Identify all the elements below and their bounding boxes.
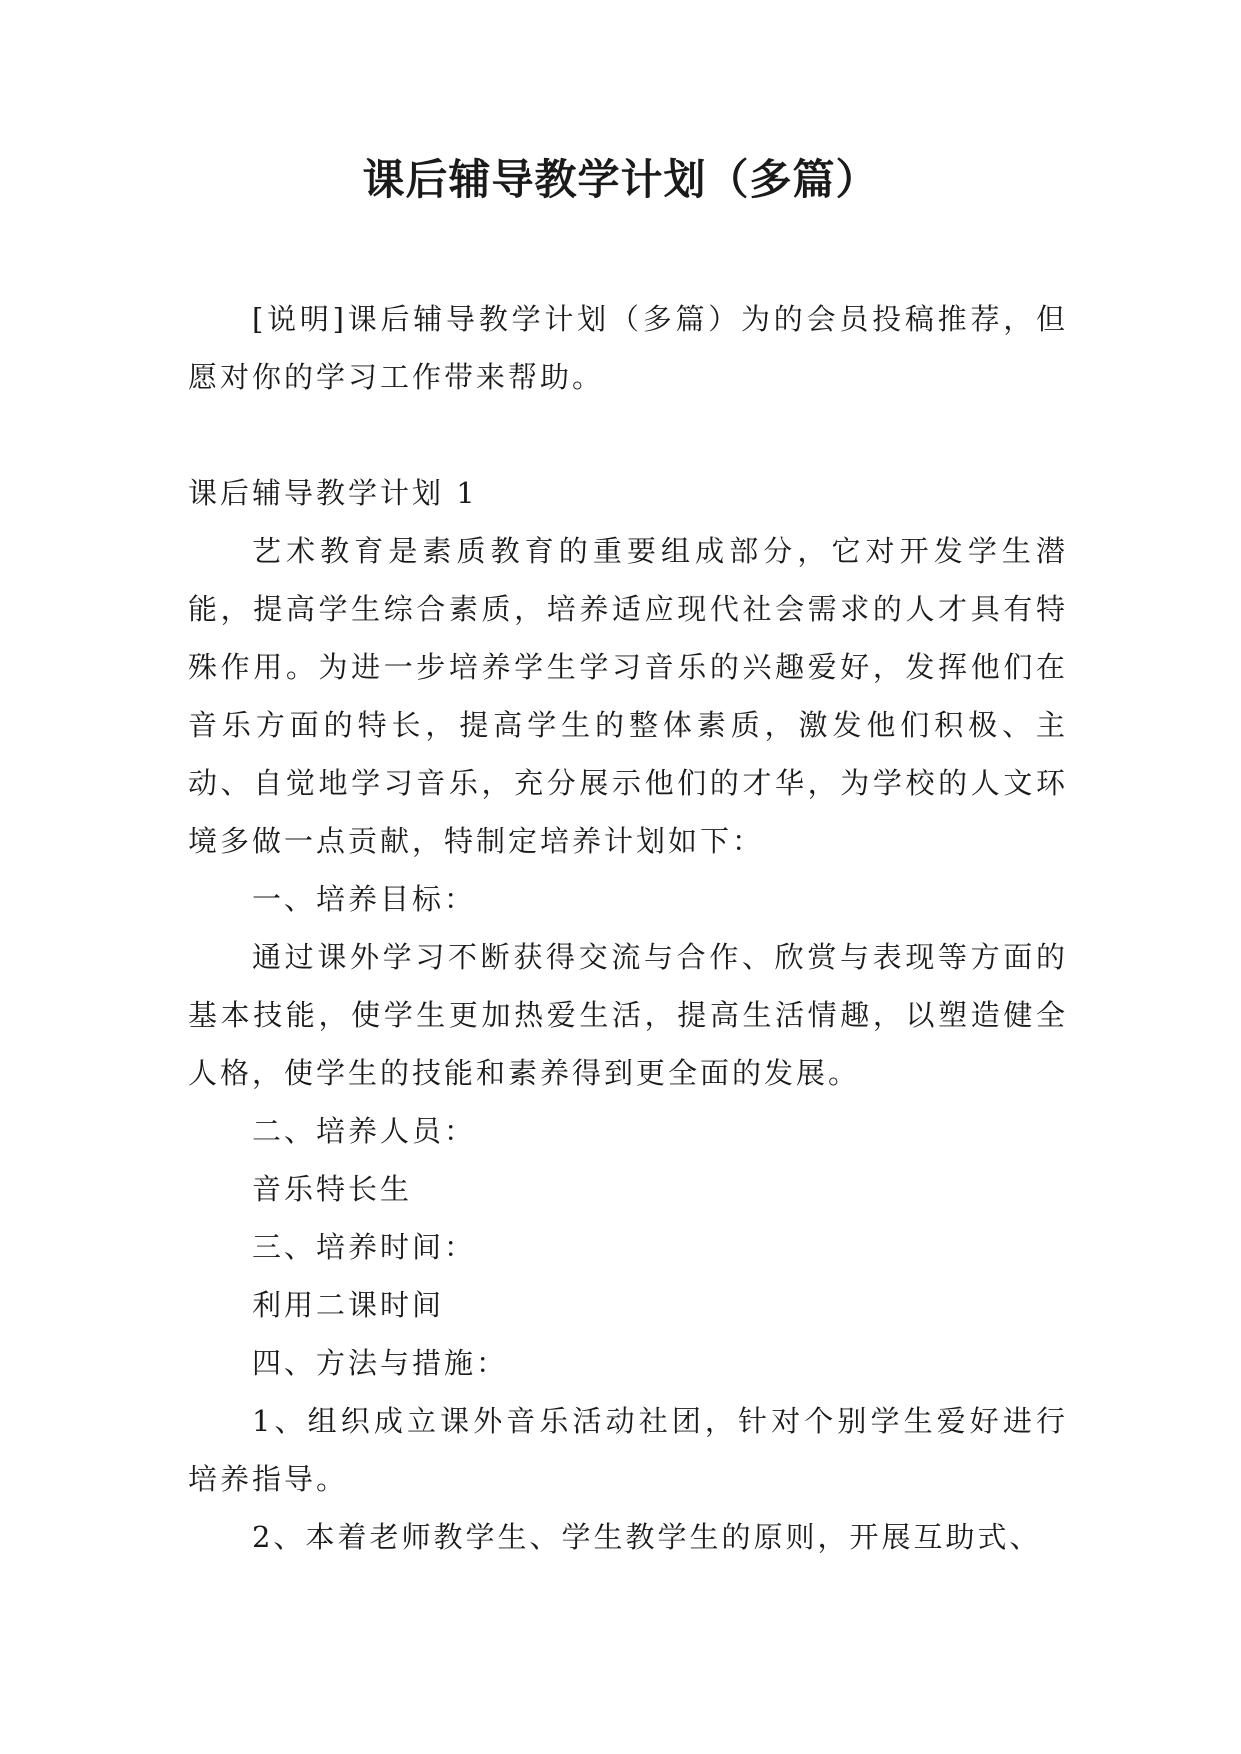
main-content xyxy=(188,464,1068,1566)
document-title: 课后辅导教学计划（多篇） xyxy=(362,155,879,204)
paragraph-9: 1、组织成立课外音乐活动社团，针对个别学生爱好进行培养指导。 xyxy=(188,1404,1068,1496)
paragraph-10: 2、本着老师教学生、学生教学生的原则，开展互助式、 xyxy=(252,1520,1042,1554)
paragraph-2: 一、培养目标： xyxy=(252,882,477,916)
paragraph-4: 二、培养人员： xyxy=(252,1114,477,1148)
intro-block xyxy=(188,290,1068,406)
paragraph-7: 利用二课时间 xyxy=(252,1288,445,1322)
intro-paragraph: [说明]课后辅导教学计划（多篇）为的会员投稿推荐，但愿对你的学习工作带来帮助。 xyxy=(188,302,1068,394)
section-heading: 课后辅导教学计划 1 xyxy=(188,476,478,510)
paragraph-1: 艺术教育是素质教育的重要组成部分，它对开发学生潜能，提高学生综合素质，培养适应现代社会需求的人才具有特殊作用。为进一步培养学生学习音乐的兴趣爱好，发挥他们在音乐方面的特长，提高学生的整体素质，激发他们积极、主动、自觉地学习音乐，充分展示他们的才华，为学校的人文环境多做一点贡献，特制定培养计划如下： xyxy=(188,534,1068,858)
paragraph-6: 三、培养时间： xyxy=(252,1230,477,1264)
paragraph-3: 通过课外学习不断获得交流与合作、欣赏与表现等方面的基本技能，使学生更加热爱生活，提高生活情趣，以塑造健全人格，使学生的技能和素养得到更全面的发展。 xyxy=(188,940,1068,1090)
paragraph-8: 四、方法与措施： xyxy=(252,1346,509,1380)
paragraph-5: 音乐特长生 xyxy=(252,1172,413,1206)
